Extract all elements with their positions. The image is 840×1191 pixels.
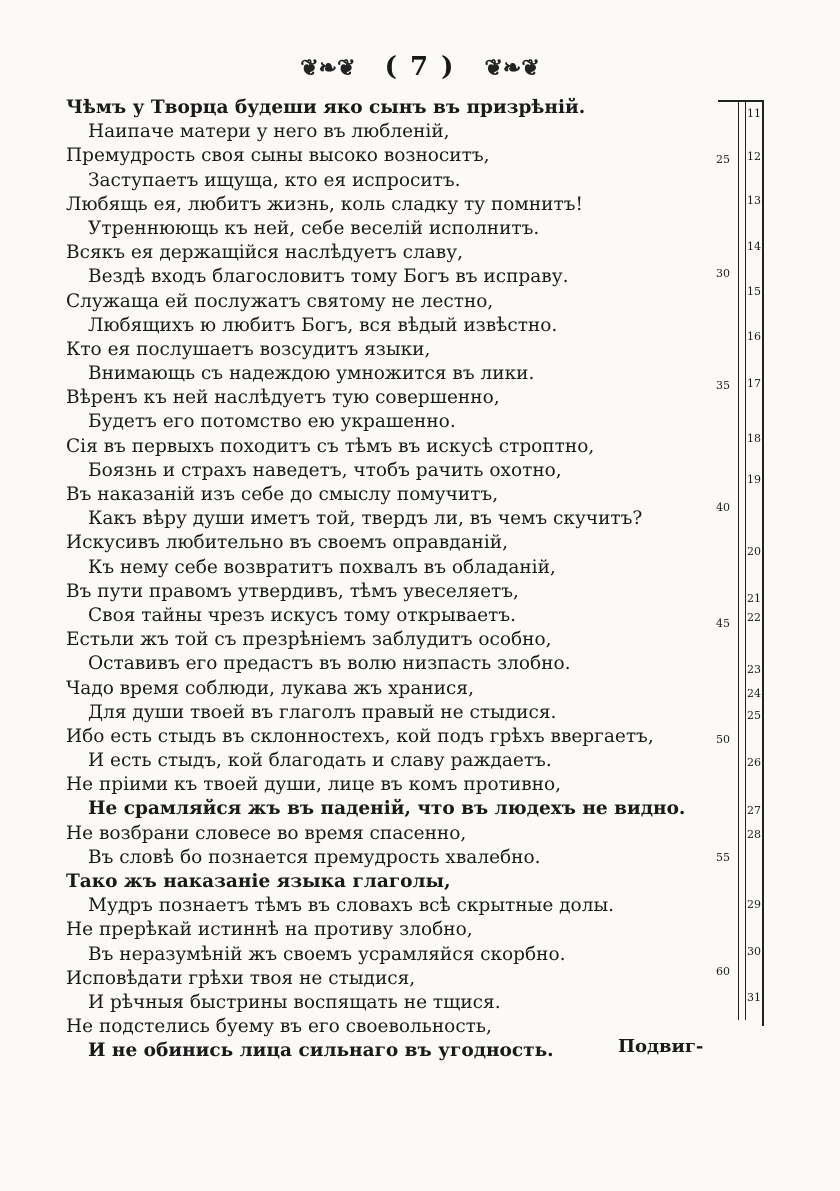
verse-line: Служаща ей послужатъ святому не лестно, (66, 290, 494, 312)
verse-number: 12 (747, 150, 761, 163)
verse-line: Оставивъ его предастъ въ волю низпасть злобно. (88, 653, 571, 675)
verse-number: 21 (747, 592, 761, 605)
verse-number: 16 (747, 330, 761, 343)
verse-line: Чадо время соблюди, лукава жъ хранися, (66, 677, 474, 699)
verse-line: Будетъ его потомство ею украшенно. (88, 411, 456, 433)
verse-line: Какъ вѣру души иметъ той, твердъ ли, въ чемъ скучитъ? (88, 508, 643, 530)
verse-line: Не возбрани словесе во время спасенно, (66, 822, 467, 844)
verse-number: 20 (747, 545, 761, 558)
verse-line: Вездѣ входъ благословитъ тому Богъ въ исправу. (88, 266, 569, 288)
verse-line: Сія въ первыхъ походитъ съ тѣмъ въ искусѣ строптно, (66, 435, 595, 457)
verse-number: 31 (747, 991, 761, 1004)
verse-line: Въ неразумѣній жъ своемъ усрамляйся скорбно. (88, 943, 566, 965)
verse-line: Кто ея послушаетъ возсудитъ языки, (66, 338, 431, 360)
line-number: 45 (716, 617, 730, 630)
verse-line: Для души твоей въ глаголъ правый не стыдися. (88, 701, 557, 723)
verse-line: Заступаетъ ищуща, кто ея испроситъ. (88, 169, 461, 191)
verse-line: Исповѣдати грѣхи твоя не стыдися, (66, 967, 416, 989)
verse-line: Не прерѣкай истиннѣ на противу злобно, (66, 919, 473, 941)
poem-text (66, 96, 716, 1064)
line-number: 60 (716, 965, 730, 978)
verse-line: Не пріими къ твоей души, лице въ комъ противно, (66, 774, 561, 796)
verse-number: 13 (747, 194, 761, 207)
margin-reference-column (716, 96, 764, 1026)
verse-line: Утреннюющь къ ней, себе веселій исполнитъ. (88, 217, 540, 239)
verse-line: Въ пути правомъ утвердивъ, тѣмъ увеселяетъ, (66, 580, 519, 602)
line-number: 35 (716, 379, 730, 392)
verse-number: 27 (747, 804, 761, 817)
verse-number: 14 (747, 240, 761, 253)
catchword: Подвиг- (618, 1036, 704, 1057)
verse-line: Тако жъ наказаніе языка глаголы, (66, 871, 451, 892)
verse-line: Естьли жъ той съ презрѣніемъ заблудитъ особно, (66, 629, 552, 651)
verse-number: 28 (747, 828, 761, 841)
verse-line: Чѣмъ у Творца будеши яко сынъ въ призрѣній. (66, 97, 586, 118)
line-number: 25 (716, 153, 730, 166)
margin-rule-middle (745, 100, 746, 1020)
verse-number: 26 (747, 756, 761, 769)
verse-line: И рѣчныя быстрины воспящать не тщися. (88, 991, 501, 1013)
verse-line: Въ словѣ бо познается премудрость хвалебно. (88, 846, 541, 868)
verse-number: 11 (747, 107, 761, 120)
verse-number: 15 (747, 285, 761, 298)
verse-number: 18 (747, 432, 761, 445)
verse-number: 23 (747, 663, 761, 676)
verse-line: И не обинись лица сильнаго въ угодность. (88, 1040, 554, 1062)
verse-line: Премудрость своя сыны высоко возноситъ, (66, 145, 490, 167)
margin-rule-right (762, 100, 764, 1026)
verse-number: 22 (747, 611, 761, 624)
ornament-right-icon: ❦❧❦ (484, 55, 540, 81)
verse-line: Всякъ ея держащійся наслѣдуетъ славу, (66, 242, 463, 264)
page-number: ( 7 ) (384, 52, 456, 82)
line-number: 55 (716, 851, 730, 864)
verse-number: 30 (747, 945, 761, 958)
verse-line: Любящихъ ю любитъ Богъ, вся вѣдый извѣстно. (88, 314, 558, 336)
verse-number: 19 (747, 473, 761, 486)
verse-line: Боязнь и страхъ наведетъ, чтобъ рачить охотно, (88, 459, 562, 481)
verse-number: 25 (747, 709, 761, 722)
line-number: 40 (716, 501, 730, 514)
line-number: 50 (716, 733, 730, 746)
verse-line: Вѣренъ къ ней наслѣдуетъ тую совершенно, (66, 387, 500, 409)
verse-line: Не срамляйся жъ въ паденій, что въ людехъ не видно. (88, 798, 686, 820)
verse-number: 24 (747, 687, 761, 700)
verse-line: Къ нему себе возвратитъ похвалъ въ обладаній, (88, 556, 556, 578)
verse-line: Внимающь съ надеждою умножится въ лики. (88, 363, 535, 385)
verse-line: Мудръ познаетъ тѣмъ въ словахъ всѣ скрытные долы. (88, 895, 615, 917)
verse-number: 17 (747, 377, 761, 390)
verse-line: Ибо есть стыдъ въ склонностехъ, кой подъ грѣхъ ввергаетъ, (66, 725, 654, 747)
verse-line: Наипаче матери у него въ любленій, (88, 121, 450, 143)
ornament-left-icon: ❦❧❦ (300, 55, 356, 81)
verse-number: 29 (747, 898, 761, 911)
verse-line: Не подстелись буему въ его своевольность, (66, 1016, 492, 1038)
margin-rule-left (738, 100, 739, 1020)
page-header (0, 52, 840, 82)
margin-top-rule (718, 100, 764, 102)
line-number: 30 (716, 267, 730, 280)
verse-line: Въ наказаній изъ себе до смыслу помучитъ, (66, 484, 499, 505)
verse-line: И есть стыдъ, кой благодать и славу раждаетъ. (88, 750, 552, 772)
verse-line: Искусивъ любительно въ своемъ оправданій, (66, 532, 508, 554)
verse-line: Своя тайны чрезъ искусъ тому открываетъ. (88, 604, 517, 626)
verse-line: Любящь ея, любитъ жизнь, коль сладку ту помнитъ! (66, 193, 583, 215)
